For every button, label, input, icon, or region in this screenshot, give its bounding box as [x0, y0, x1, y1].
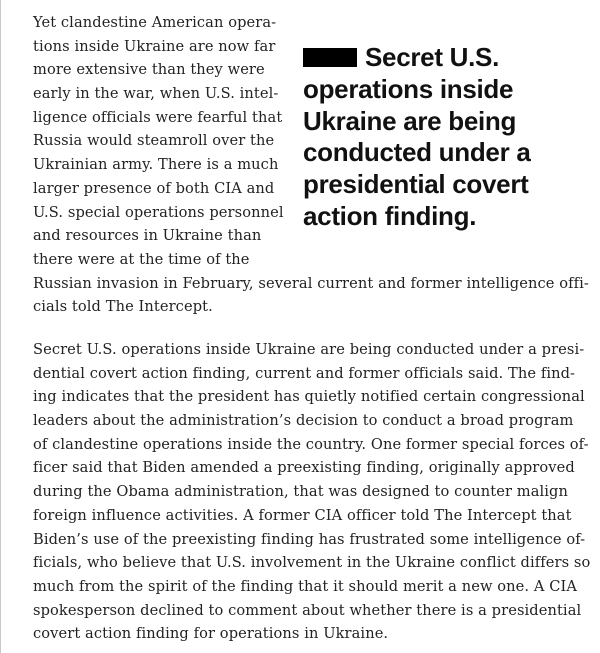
paragraph-line: of clandestine operations inside the country. One former special forces of-	[33, 435, 589, 453]
paragraph-line: early in the war, when U.S. intel-	[33, 85, 279, 103]
paragraph-line: ficer said that Biden amended a preexisting finding, originally approved	[33, 459, 575, 477]
paragraph-line: during the Obama administration, that was designed to counter malign	[33, 483, 568, 501]
paragraph-line: cials told The Intercept.	[33, 298, 213, 316]
paragraph-line: ligence officials were fearful that	[33, 108, 283, 126]
paragraph-line: leaders about the administration’s decision to conduct a broad program	[33, 412, 574, 430]
paragraph-line: Yet clandestine American opera-	[33, 14, 277, 31]
paragraph-line: and resources in Ukraine than	[33, 227, 262, 245]
pull-quote-line: Secret U.S.	[365, 42, 499, 72]
paragraph-line: Secret U.S. operations inside Ukraine are being conducted under a presi-	[33, 341, 585, 358]
paragraph-line: Biden’s use of the preexisting finding has frustrated some intelligence of-	[33, 530, 586, 548]
paragraph-2	[33, 338, 590, 646]
pull-quote-line: conducted under a	[303, 137, 531, 168]
pull-quote-line: operations inside	[303, 73, 514, 104]
paragraph-line: U.S. special operations personnel	[33, 203, 284, 221]
pull-quote-line: presidential covert	[303, 169, 529, 200]
paragraph-line: ing indicates that the president has quietly notified certain congressional	[33, 388, 585, 406]
paragraph-line: more extensive than they were	[33, 61, 265, 79]
paragraph-line: ficials, who believe that U.S. involvement in the Ukraine conflict differs so	[33, 554, 591, 572]
redaction-bar	[303, 48, 357, 67]
paragraph-line: Ukrainian army. There is a much	[33, 156, 279, 174]
paragraph-line: Russian invasion in February, several current and former intelligence offi-	[33, 274, 589, 292]
pull-quote	[303, 42, 563, 233]
paragraph-line: dential covert action finding, current and former officials said. The find-	[33, 364, 576, 382]
paragraph-line: larger presence of both CIA and	[33, 179, 275, 197]
paragraph-line: covert action finding for operations in Ukraine.	[33, 625, 389, 643]
pull-quote-line: action finding.	[303, 200, 477, 231]
paragraph-line: Russia would steamroll over the	[33, 132, 275, 150]
paragraph-line: much from the spirit of the finding that it should merit a new one. A CIA	[33, 577, 578, 595]
pull-quote-line: Ukraine are being	[303, 105, 517, 136]
paragraph-line: foreign influence activities. A former CIA officer told The Intercept that	[33, 506, 572, 524]
paragraph-line: spokesperson declined to comment about whether there is a presidential	[33, 601, 582, 619]
paragraph-line: tions inside Ukraine are now far	[33, 37, 276, 55]
paragraph-line: there were at the time of the	[33, 250, 250, 268]
